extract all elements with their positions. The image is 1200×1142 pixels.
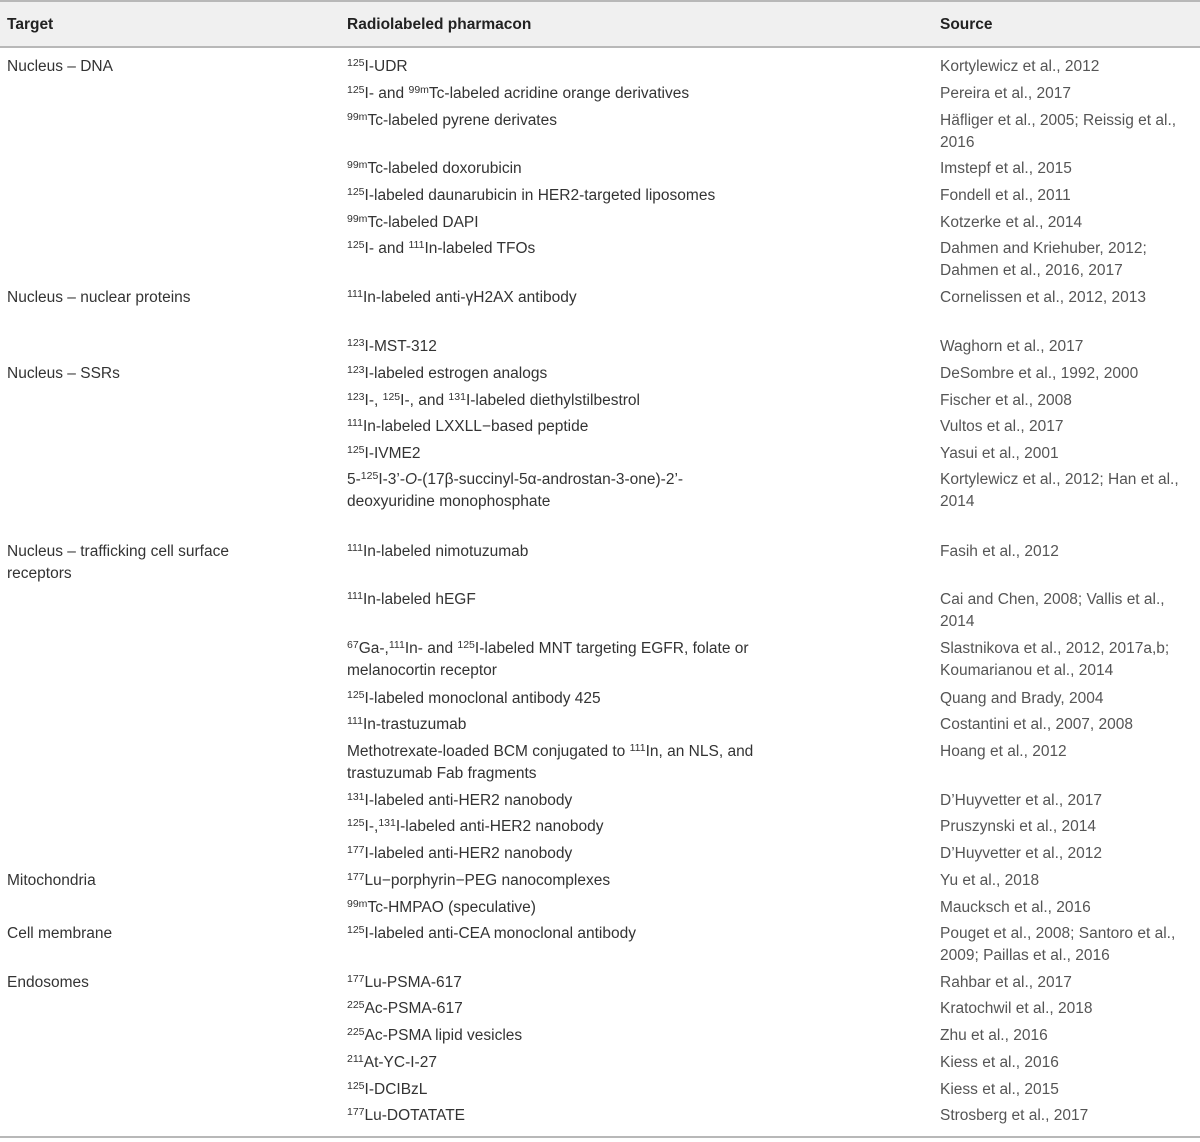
pharmacon-text: Lu-DOTATATE: [364, 1107, 466, 1124]
isotope-mass-number: 123: [347, 391, 365, 403]
isotope-mass-number: 123: [347, 364, 365, 376]
isotope-mass-number: 111: [347, 288, 363, 300]
isotope-mass-number: 177: [347, 844, 365, 856]
pharmacon-cell: [347, 790, 767, 812]
pharmacon-cell: [347, 185, 767, 207]
source-cell: Pouget et al., 2008; Santoro et al., 2009; Paillas et al., 2016: [940, 925, 1176, 964]
pharmacon-text: I-labeled anti-HER2 nanobody: [395, 818, 604, 835]
pharmacon-text: I-, and: [400, 392, 449, 409]
pharmacon-text: Tc-labeled doxorubicin: [367, 160, 522, 177]
pharmacon-text: Lu−porphyrin−PEG nanocomplexes: [364, 872, 611, 889]
pharmacon-cell: [347, 897, 767, 919]
target-cell: Nucleus – nuclear proteins: [7, 289, 191, 306]
source-cell: DeSombre et al., 1992, 2000: [940, 365, 1139, 382]
source-cell: Maucksch et al., 2016: [940, 899, 1091, 916]
table-header: [0, 0, 1200, 48]
isotope-mass-number: 125: [382, 391, 401, 403]
isotope-mass-number: 177: [347, 1106, 365, 1118]
pharmacon-text: I-DCIBzL: [364, 1081, 428, 1098]
pharmacon-text: I-labeled anti-CEA monoclonal antibody: [364, 925, 636, 942]
isotope-mass-number: 125: [347, 924, 365, 936]
target-cell: Cell membrane: [7, 925, 113, 942]
pharmacon-text: In-labeled nimotuzumab: [362, 543, 529, 560]
isotope-mass-number: 225: [347, 999, 365, 1011]
pharmacon-cell: [347, 1025, 767, 1047]
isotope-mass-number: 99m: [347, 213, 368, 225]
pharmacon-text: Tc-labeled DAPI: [367, 214, 479, 231]
pharmacon-cell: [347, 1079, 767, 1101]
isotope-mass-number: 125: [360, 470, 379, 482]
source-cell: Fondell et al., 2011: [940, 187, 1071, 204]
pharmacon-text: 5-: [347, 471, 361, 488]
pharmacon-text: In-trastuzumab: [362, 716, 467, 733]
header-target: Target: [7, 16, 54, 33]
source-cell: Quang and Brady, 2004: [940, 690, 1104, 707]
isotope-mass-number: 131: [347, 791, 365, 803]
isotope-mass-number: 125: [347, 1080, 365, 1092]
source-cell: Dahmen and Kriehuber, 2012; Dahmen et al., 2016, 2017: [940, 240, 1147, 279]
isotope-mass-number: 111: [347, 590, 363, 602]
target-cell: Endosomes: [7, 974, 89, 991]
target-cell: Nucleus – DNA: [7, 58, 113, 75]
pharmacon-cell: [347, 870, 767, 892]
isotope-mass-number: 99m: [408, 84, 429, 96]
source-cell: Kortylewicz et al., 2012: [940, 58, 1100, 75]
pharmacon-text: Ac-PSMA lipid vesicles: [364, 1027, 523, 1044]
pharmacon-cell: [347, 1052, 767, 1074]
source-cell: Pruszynski et al., 2014: [940, 818, 1096, 835]
isotope-mass-number: 67: [347, 639, 359, 651]
pharmacon-text: Ac-PSMA-617: [364, 1000, 463, 1017]
pharmacon-text: I- and: [364, 240, 409, 257]
pharmacon-cell: [347, 688, 767, 710]
isotope-mass-number: 125: [347, 239, 365, 251]
isotope-mass-number: 131: [448, 391, 466, 403]
isotope-mass-number: 177: [347, 973, 365, 985]
pharmacon-text: I-MST-312: [364, 338, 437, 355]
pharmacon-text: I-labeled monoclonal antibody 425: [364, 690, 601, 707]
pharmacon-text: Tc-labeled pyrene derivates: [367, 112, 557, 129]
source-cell: Häfliger et al., 2005; Reissig et al., 2016: [940, 112, 1177, 151]
source-cell: Kiess et al., 2015: [940, 1081, 1059, 1098]
pharmacon-cell: [347, 56, 767, 78]
pharmacon-text: In-labeled hEGF: [362, 591, 476, 608]
isotope-mass-number: 99m: [347, 111, 368, 123]
source-cell: Yu et al., 2018: [940, 872, 1040, 889]
isotope-mass-number: 99m: [347, 898, 368, 910]
pharmacon-text: Tc-labeled acridine orange derivatives: [428, 85, 690, 102]
pharmacon-text: I-labeled anti-HER2 nanobody: [364, 792, 573, 809]
table-bottom-rule: [0, 1136, 1200, 1138]
source-cell: Fasih et al., 2012: [940, 543, 1059, 560]
pharmacon-cell: [347, 83, 767, 105]
pharmacon-cell: [347, 816, 767, 838]
pharmacon-text: Ga-,: [358, 640, 389, 657]
isotope-mass-number: 125: [347, 689, 365, 701]
isotope-mass-number: 125: [347, 57, 365, 69]
source-cell: Kotzerke et al., 2014: [940, 214, 1083, 231]
source-cell: Cornelissen et al., 2012, 2013: [940, 289, 1146, 306]
source-cell: D’Huyvetter et al., 2017: [940, 792, 1102, 809]
pharmacon-text: I-,: [364, 392, 383, 409]
pharmacon-cell: [347, 443, 767, 465]
isotope-mass-number: 111: [347, 542, 363, 554]
header-source: Source: [940, 16, 993, 33]
isotope-mass-number: 99m: [347, 159, 368, 171]
isotope-mass-number: 125: [347, 186, 365, 198]
source-cell: Kiess et al., 2016: [940, 1054, 1059, 1071]
pharmacon-text: I-,: [364, 818, 379, 835]
isotope-mass-number: 125: [347, 84, 365, 96]
pharmacon-text: I-labeled MNT targeting EGFR, folate or melanocortin receptor: [347, 640, 749, 679]
source-cell: Rahbar et al., 2017: [940, 974, 1072, 991]
pharmacon-text: I-labeled diethylstilbestrol: [465, 392, 640, 409]
pharmacon-text: In- and: [404, 640, 458, 657]
pharmacon-cell: [347, 741, 767, 785]
isotope-mass-number: 111: [629, 742, 646, 754]
pharmacon-cell: [347, 287, 767, 309]
source-cell: Cai and Chen, 2008; Vallis et al., 2014: [940, 591, 1165, 630]
isotope-mass-number: 111: [347, 417, 363, 429]
isotope-mass-number: 177: [347, 871, 365, 883]
pharmacon-cell: [347, 238, 767, 260]
isotope-mass-number: 225: [347, 1026, 365, 1038]
pharmacon-cell: [347, 212, 767, 234]
pharmacon-text: -(17β-succinyl-5α-androstan-3-one)-2’-deoxyuridine monophosphate: [347, 471, 684, 510]
source-cell: Kratochwil et al., 2018: [940, 1000, 1093, 1017]
pharmacon-cell: [347, 110, 767, 132]
source-cell: Zhu et al., 2016: [940, 1027, 1048, 1044]
pharmacon-text: Lu-PSMA-617: [364, 974, 462, 991]
pharmacon-text: In-labeled anti-γH2AX antibody: [362, 289, 577, 306]
pharmacon-cell: [347, 998, 767, 1020]
source-cell: Hoang et al., 2012: [940, 743, 1067, 760]
pharmacon-text: In-labeled TFOs: [424, 240, 536, 257]
pharmacon-text: Tc-HMPAO (speculative): [367, 899, 536, 916]
pharmacon-text: I- and: [364, 85, 409, 102]
target-cell: Nucleus – trafficking cell surface receptors: [7, 543, 229, 582]
pharmacon-text: I-labeled estrogen analogs: [364, 365, 548, 382]
source-cell: Yasui et al., 2001: [940, 445, 1059, 462]
isotope-mass-number: 111: [347, 715, 363, 727]
isotope-mass-number: 125: [347, 444, 365, 456]
source-cell: Vultos et al., 2017: [940, 418, 1064, 435]
pharmacon-cell: [347, 1105, 767, 1127]
pharmacon-text: I-3’-: [378, 471, 406, 488]
pharmacon-cell: [347, 469, 767, 513]
pharmacon-cell: [347, 390, 767, 412]
pharmacon-cell: [347, 638, 767, 682]
pharmacon-cell: [347, 363, 767, 385]
header-pharmacon: Radiolabeled pharmacon: [347, 16, 532, 33]
target-cell: Nucleus – SSRs: [7, 365, 120, 382]
pharmacon-cell: [347, 416, 767, 438]
isotope-mass-number: 211: [347, 1053, 364, 1065]
isotope-mass-number: 125: [347, 817, 365, 829]
pharmacon-cell: [347, 972, 767, 994]
pharmacon-cell: [347, 541, 767, 563]
isotope-mass-number: 125: [457, 639, 475, 651]
pharmacon-text: At-YC-I-27: [363, 1054, 437, 1071]
source-cell: Slastnikova et al., 2012, 2017a,b; Koumarianou et al., 2014: [940, 640, 1170, 679]
source-cell: Pereira et al., 2017: [940, 85, 1071, 102]
source-cell: Strosberg et al., 2017: [940, 1107, 1089, 1124]
pharmacon-text: Methotrexate-loaded BCM conjugated to: [347, 743, 630, 760]
isotope-mass-number: 111: [408, 239, 425, 251]
pharmacon-text: I-IVME2: [364, 445, 421, 462]
isotope-mass-number: 111: [388, 639, 405, 651]
source-cell: Kortylewicz et al., 2012; Han et al., 2014: [940, 471, 1179, 510]
pharmacon-cell: [347, 158, 767, 180]
pharmacon-text: I-labeled daunarubicin in HER2-targeted liposomes: [364, 187, 716, 204]
pharmacon-cell: [347, 589, 767, 611]
italic-text: O: [405, 471, 418, 488]
target-cell: Mitochondria: [7, 872, 96, 889]
source-cell: Waghorn et al., 2017: [940, 338, 1084, 355]
source-cell: Costantini et al., 2007, 2008: [940, 716, 1134, 733]
pharmacon-text: In, an NLS, and trastuzumab Fab fragments: [347, 743, 754, 782]
pharmacon-cell: [347, 336, 767, 358]
isotope-mass-number: 123: [347, 337, 365, 349]
pharmacon-text: I-UDR: [364, 58, 408, 75]
pharmacon-cell: [347, 714, 767, 736]
source-cell: Imstepf et al., 2015: [940, 160, 1072, 177]
pharmacon-cell: [347, 843, 767, 865]
source-cell: Fischer et al., 2008: [940, 392, 1072, 409]
isotope-mass-number: 131: [378, 817, 396, 829]
source-cell: D’Huyvetter et al., 2012: [940, 845, 1102, 862]
pharmacon-cell: [347, 923, 767, 945]
pharmacon-text: I-labeled anti-HER2 nanobody: [364, 845, 573, 862]
pharmacon-text: In-labeled LXXLL−based peptide: [362, 418, 589, 435]
